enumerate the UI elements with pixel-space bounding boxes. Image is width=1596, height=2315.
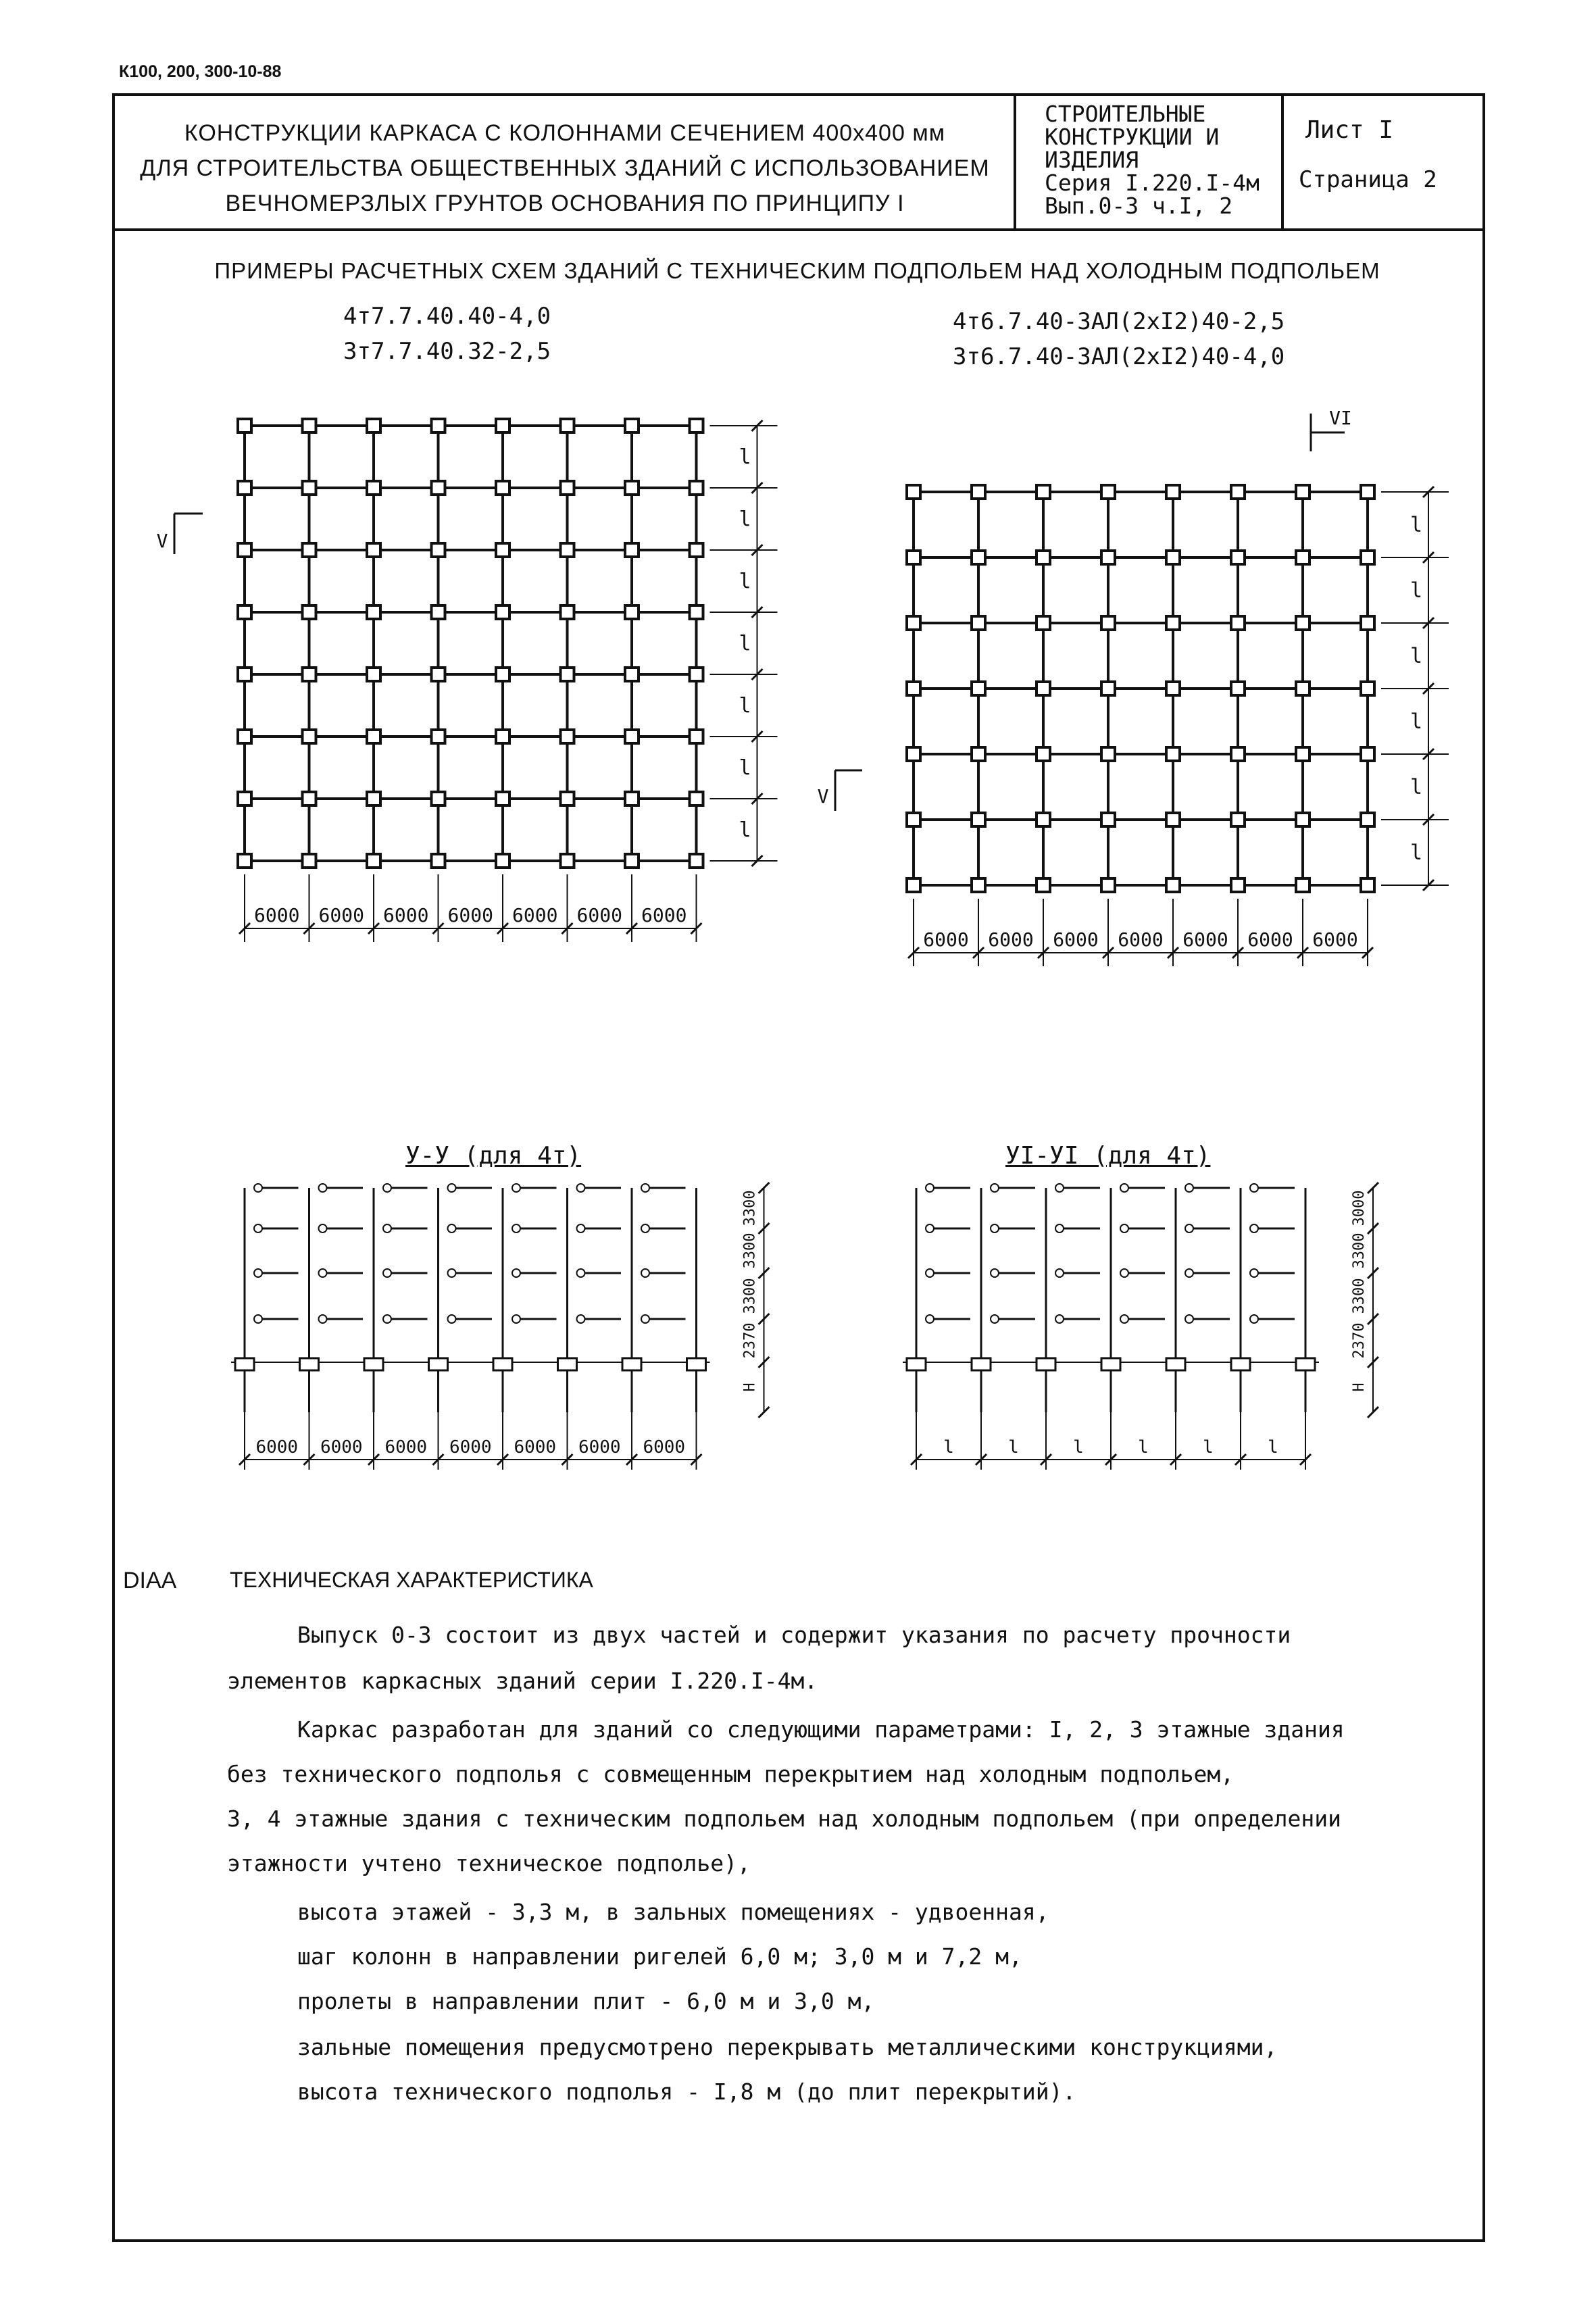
left-plan-column — [561, 481, 574, 495]
section-right-joint — [1120, 1315, 1128, 1323]
series-line-4: Серия I.220.I-4м — [1045, 170, 1260, 196]
document-code: К100, 200, 300-10-88 — [119, 62, 282, 81]
right-plan-column — [972, 485, 985, 499]
right-plan-column — [1166, 878, 1180, 892]
right-plan-row-dim-label: l — [1410, 775, 1423, 799]
right-plan-column — [907, 878, 920, 892]
left-plan-column — [303, 792, 316, 805]
right-plan-column — [1166, 485, 1180, 499]
section-left-joint — [641, 1269, 649, 1277]
section-left-joint — [254, 1269, 262, 1277]
paragraph-line-10: зальные помещения предусмотрено перекрывать металлическими конструкциями, — [297, 2034, 1278, 2060]
section-right-joint — [991, 1315, 999, 1323]
right-plan-column — [1231, 747, 1245, 761]
right-plan-column — [972, 813, 985, 826]
section-left-joint — [577, 1315, 585, 1323]
right-plan-cut-mark: V — [817, 785, 829, 807]
paragraph-line-4: без технического подполья с совмещенным перекрытием над холодным подпольем, — [227, 1761, 1235, 1787]
right-plan-column — [1101, 878, 1115, 892]
section-left-joint — [319, 1269, 327, 1277]
left-plan-column — [625, 481, 639, 495]
right-plan-column — [1037, 747, 1050, 761]
section-left-span-label: 6000 — [643, 1437, 686, 1458]
header-title-line-2: ДЛЯ СТРОИТЕЛЬСТВА ОБЩЕСТВЕННЫХ ЗДАНИЙ С ИСПОЛЬЗОВАНИЕМ — [140, 155, 990, 181]
section-left-footing — [429, 1358, 448, 1370]
section-left-joint — [512, 1269, 520, 1277]
right-plan-row-dim-label: l — [1410, 710, 1423, 734]
left-plan-span-label: 6000 — [383, 904, 429, 926]
section-right-footing — [1296, 1358, 1315, 1370]
right-plan-column — [1296, 485, 1310, 499]
section-left-footing — [235, 1358, 254, 1370]
left-plan-column — [432, 419, 445, 432]
left-plan-column — [238, 605, 251, 619]
section-left-joint — [641, 1184, 649, 1192]
right-plan-column — [907, 551, 920, 564]
right-plan-row-dim-label: l — [1410, 644, 1423, 668]
section-left-joint — [512, 1184, 520, 1192]
section-left-height-label: 2370 — [741, 1322, 759, 1359]
right-plan-column — [1101, 616, 1115, 630]
left-plan-row-dim-label: l — [739, 818, 751, 842]
section-left-height-label: 3300 — [741, 1233, 759, 1269]
paragraph-line-9: пролеты в направлении плит - 6,0 м и 3,0 м, — [297, 1988, 875, 2014]
left-plan-column — [367, 854, 380, 868]
left-plan-column — [432, 792, 445, 805]
right-plan-column — [1101, 813, 1115, 826]
left-plan-column — [690, 730, 703, 743]
left-plan-column — [625, 605, 639, 619]
left-plan-column — [496, 730, 509, 743]
left-plan-row-dim-label: l — [739, 632, 751, 655]
right-plan-column — [1296, 878, 1310, 892]
right-plan-column — [1296, 682, 1310, 695]
left-plan-row-dim-label: l — [739, 694, 751, 718]
right-plan-column — [1166, 813, 1180, 826]
left-plan-row-dim-label: l — [739, 507, 751, 531]
left-plan-column — [561, 419, 574, 432]
section-left-joint — [641, 1224, 649, 1233]
right-plan-span-label: 6000 — [1247, 928, 1293, 951]
right-plan-column — [1037, 616, 1050, 630]
left-plan-column — [367, 792, 380, 805]
right-plan-column — [1037, 682, 1050, 695]
section-left-joint — [319, 1315, 327, 1323]
left-plan-column — [690, 605, 703, 619]
section-left-span-label: 6000 — [384, 1437, 428, 1458]
left-plan-cut-mark: V — [156, 530, 168, 552]
paragraph-line-3: Каркас разработан для зданий со следующими параметрами: I, 2, 3 этажные здания — [297, 1716, 1345, 1743]
right-plan-column — [972, 682, 985, 695]
section-left-span-label: 6000 — [514, 1437, 557, 1458]
paragraph-line-11: высота технического подполья - I,8 м (до плит перекрытий). — [297, 2078, 1076, 2105]
right-plan-column — [1361, 551, 1374, 564]
section-left-joint — [383, 1184, 391, 1192]
section-right-footing — [1166, 1358, 1185, 1370]
left-plan-column — [625, 419, 639, 432]
left-plan-column — [690, 668, 703, 681]
section-right-span-label: l — [1008, 1437, 1019, 1458]
section-left-span-label: 6000 — [320, 1437, 363, 1458]
left-plan-column — [496, 792, 509, 805]
left-plan-column — [238, 730, 251, 743]
section-left-joint — [577, 1269, 585, 1277]
section-right-joint — [991, 1269, 999, 1277]
section-left-footing — [300, 1358, 319, 1370]
right-plan-column — [1166, 551, 1180, 564]
section-right-joint — [926, 1269, 934, 1277]
series-line-5: Вып.0-3 ч.I, 2 — [1045, 193, 1233, 219]
section-right-joint — [1250, 1184, 1258, 1192]
right-plan-column — [1037, 813, 1050, 826]
right-plan-column — [1101, 682, 1115, 695]
left-plan-row-dim-label: l — [739, 445, 751, 469]
right-plan-column — [907, 616, 920, 630]
section-right-footing — [1101, 1358, 1120, 1370]
left-plan-column — [625, 730, 639, 743]
section-right-joint — [991, 1184, 999, 1192]
right-plan-column — [1166, 747, 1180, 761]
right-plan-column — [1296, 747, 1310, 761]
section-right-span-label: l — [1203, 1437, 1214, 1458]
left-plan-column — [432, 543, 445, 557]
right-plan-span-label: 6000 — [988, 928, 1034, 951]
left-plan-column — [303, 543, 316, 557]
right-plan-row-dim-label: l — [1410, 841, 1423, 865]
section-left-joint — [448, 1269, 456, 1277]
section-left-span-label: 6000 — [449, 1437, 492, 1458]
section-right-joint — [1250, 1315, 1258, 1323]
left-plan-column — [496, 605, 509, 619]
left-plan-span-label: 6000 — [318, 904, 364, 926]
left-plan-column — [432, 668, 445, 681]
right-plan-column — [1101, 551, 1115, 564]
left-plan-column — [561, 730, 574, 743]
right-plan-column — [1296, 616, 1310, 630]
left-plan-span-label: 6000 — [641, 904, 687, 926]
right-plan-column — [972, 878, 985, 892]
section-left-joint — [319, 1224, 327, 1233]
right-plan-column — [972, 551, 985, 564]
right-plan-column — [907, 485, 920, 499]
left-plan-column — [690, 854, 703, 868]
section-right-height-label: 3000 — [1351, 1190, 1368, 1226]
left-plan-column — [496, 481, 509, 495]
left-plan-column — [238, 854, 251, 868]
left-plan-column — [690, 419, 703, 432]
section-right-joint — [926, 1315, 934, 1323]
section-left-joint — [448, 1315, 456, 1323]
left-plan-column — [367, 668, 380, 681]
header-title-line-1: КОНСТРУКЦИИ КАРКАСА С КОЛОННАМИ СЕЧЕНИЕМ 400х400 мм — [184, 120, 946, 146]
left-plan-column — [238, 668, 251, 681]
section-left-span-label: 6000 — [578, 1437, 621, 1458]
right-plan-column — [1231, 813, 1245, 826]
section-right-span-label: l — [1268, 1437, 1278, 1458]
left-plan-column — [432, 605, 445, 619]
left-plan-row-dim-label: l — [739, 756, 751, 780]
left-plan-span-label: 6000 — [576, 904, 622, 926]
section-left-joint — [254, 1184, 262, 1192]
left-mark-1: 4т7.7.40.40-4,0 — [343, 303, 551, 330]
paragraph-line-7: высота этажей - 3,3 м, в зальных помещениях - удвоенная, — [297, 1899, 1049, 1925]
left-plan-column — [303, 730, 316, 743]
left-plan-column — [561, 792, 574, 805]
right-plan-column — [907, 747, 920, 761]
section-left-joint — [383, 1224, 391, 1233]
section-right-joint — [1185, 1269, 1193, 1277]
right-plan-column — [1231, 878, 1245, 892]
left-plan-column — [432, 730, 445, 743]
section-left-span-label: 6000 — [255, 1437, 299, 1458]
left-plan-column — [625, 668, 639, 681]
paragraph-line-8: шаг колонн в направлении ригелей 6,0 м; 3,0 м и 7,2 м, — [297, 1943, 1022, 1970]
section-right-height-label: 3300 — [1351, 1233, 1368, 1269]
right-plan-column — [1037, 551, 1050, 564]
section-left-joint — [577, 1224, 585, 1233]
characteristics-title: ТЕХНИЧЕСКАЯ ХАРАКТЕРИСТИКА — [230, 1568, 593, 1592]
section-left-height-label: 3300 — [741, 1278, 759, 1314]
section-right-footing — [907, 1358, 926, 1370]
section-right-joint — [1055, 1224, 1064, 1233]
left-plan-column — [303, 419, 316, 432]
right-plan-span-label: 6000 — [923, 928, 969, 951]
right-plan-column — [1231, 682, 1245, 695]
left-plan-column — [367, 419, 380, 432]
section-right-title: УI-УI (для 4т) — [1005, 1142, 1211, 1170]
section-left-footing — [558, 1358, 577, 1370]
left-plan-column — [496, 668, 509, 681]
section-right-joint — [1185, 1315, 1193, 1323]
section-left-joint — [254, 1315, 262, 1323]
section-right-joint — [1185, 1184, 1193, 1192]
right-plan-column — [1361, 682, 1374, 695]
section-left-joint — [254, 1224, 262, 1233]
section-left-joint — [641, 1315, 649, 1323]
left-plan-column — [303, 481, 316, 495]
series-line-1: СТРОИТЕЛЬНЫЕ — [1045, 101, 1206, 127]
paragraph-line-5: 3, 4 этажные здания с техническим подпольем над холодным подпольем (при определении — [227, 1806, 1342, 1832]
right-plan-span-label: 6000 — [1118, 928, 1164, 951]
left-plan-column — [238, 543, 251, 557]
left-plan-column — [238, 481, 251, 495]
right-plan-column — [1231, 485, 1245, 499]
right-mark-2: 3т6.7.40-3АЛ(2хI2)40-4,0 — [953, 343, 1285, 370]
section-right-joint — [1055, 1184, 1064, 1192]
right-plan-row-dim-label: l — [1410, 578, 1423, 603]
left-plan-column — [625, 543, 639, 557]
section-left-joint — [512, 1315, 520, 1323]
section-right-joint — [1120, 1224, 1128, 1233]
left-plan-column — [367, 605, 380, 619]
section-left-joint — [577, 1184, 585, 1192]
section-left-footing — [622, 1358, 641, 1370]
right-plan-span-label: 6000 — [1182, 928, 1228, 951]
left-plan-column — [496, 854, 509, 868]
right-plan-column — [972, 747, 985, 761]
section-right-joint — [926, 1184, 934, 1192]
left-plan-column — [303, 854, 316, 868]
right-plan-column — [1037, 878, 1050, 892]
left-plan-span-label: 6000 — [254, 904, 300, 926]
section-left-joint — [319, 1184, 327, 1192]
section-right-height-label: H — [1351, 1383, 1368, 1392]
series-line-3: ИЗДЕЛИЯ — [1045, 147, 1139, 173]
left-plan-column — [303, 605, 316, 619]
section-left-footing — [364, 1358, 383, 1370]
left-plan-column — [367, 543, 380, 557]
left-plan-column — [496, 419, 509, 432]
right-plan-column — [1101, 747, 1115, 761]
right-mark-1: 4т6.7.40-3АЛ(2хI2)40-2,5 — [953, 308, 1285, 335]
right-plan-row-dim-label: l — [1410, 513, 1423, 537]
section-right-joint — [926, 1224, 934, 1233]
paragraph-line-1: Выпуск 0-3 состоит из двух частей и содержит указания по расчету прочности — [297, 1622, 1291, 1648]
section-right-footing — [1037, 1358, 1055, 1370]
right-plan-column — [907, 682, 920, 695]
section-left-footing — [493, 1358, 512, 1370]
left-plan-column — [238, 792, 251, 805]
left-plan-column — [367, 730, 380, 743]
left-plan-column — [238, 419, 251, 432]
section-right-span-label: l — [943, 1437, 954, 1458]
right-plan-column — [1361, 485, 1374, 499]
sheet-number: Лист I — [1305, 116, 1394, 144]
characteristics-code: DIAA — [123, 1568, 177, 1593]
left-plan-column — [625, 792, 639, 805]
right-plan-column — [1361, 616, 1374, 630]
drawing-title: ПРИМЕРЫ РАСЧЕТНЫХ СХЕМ ЗДАНИЙ С ТЕХНИЧЕСКИМ ПОДПОЛЬЕМ НАД ХОЛОДНЫМ ПОДПОЛЬЕМ — [214, 258, 1380, 283]
paragraph-line-2: элементов каркасных зданий серии I.220.I-4м. — [227, 1668, 818, 1694]
right-plan-cut-mark-top: VI — [1329, 407, 1352, 429]
header-title-line-3: ВЕЧНОМЕРЗЛЫХ ГРУНТОВ ОСНОВАНИЯ ПО ПРИНЦИПУ I — [225, 191, 905, 216]
left-plan-column — [561, 605, 574, 619]
left-plan-column — [690, 792, 703, 805]
section-left-joint — [383, 1269, 391, 1277]
section-right-joint — [1120, 1184, 1128, 1192]
right-plan-column — [907, 813, 920, 826]
left-plan-row-dim-label: l — [739, 570, 751, 593]
section-left-footing — [687, 1358, 706, 1370]
section-left-joint — [512, 1224, 520, 1233]
section-left-joint — [383, 1315, 391, 1323]
right-plan-span-label: 6000 — [1053, 928, 1099, 951]
right-plan-column — [1296, 551, 1310, 564]
right-plan-column — [1037, 485, 1050, 499]
right-plan-column — [1361, 878, 1374, 892]
right-plan-span-label: 6000 — [1312, 928, 1358, 951]
section-right-joint — [1055, 1269, 1064, 1277]
section-right-height-label: 2370 — [1351, 1322, 1368, 1359]
section-left-joint — [448, 1184, 456, 1192]
right-plan-column — [1166, 682, 1180, 695]
left-plan-column — [496, 543, 509, 557]
left-plan-column — [690, 481, 703, 495]
right-plan-column — [1296, 813, 1310, 826]
left-plan-column — [561, 543, 574, 557]
right-plan-column — [1361, 747, 1374, 761]
left-plan-column — [561, 854, 574, 868]
section-right-span-label: l — [1073, 1437, 1084, 1458]
left-plan-column — [432, 854, 445, 868]
section-right-joint — [1120, 1269, 1128, 1277]
section-right-joint — [991, 1224, 999, 1233]
left-plan-column — [432, 481, 445, 495]
section-right-joint — [1055, 1315, 1064, 1323]
left-plan-column — [367, 481, 380, 495]
left-plan-span-label: 6000 — [512, 904, 558, 926]
section-right-footing — [1231, 1358, 1250, 1370]
section-right-joint — [1250, 1269, 1258, 1277]
right-plan-column — [1101, 485, 1115, 499]
right-plan-column — [972, 616, 985, 630]
section-left-title: У-У (для 4т) — [405, 1142, 582, 1170]
section-right-joint — [1250, 1224, 1258, 1233]
right-plan-column — [1231, 551, 1245, 564]
left-mark-2: 3т7.7.40.32-2,5 — [343, 338, 551, 365]
right-plan-column — [1231, 616, 1245, 630]
left-plan-column — [625, 854, 639, 868]
section-right-footing — [972, 1358, 991, 1370]
section-left-joint — [448, 1224, 456, 1233]
left-plan-column — [690, 543, 703, 557]
right-plan-column — [1166, 616, 1180, 630]
section-left-height-label: H — [741, 1383, 759, 1392]
page-number: Страница 2 — [1299, 166, 1437, 193]
right-plan-column — [1361, 813, 1374, 826]
series-line-2: КОНСТРУКЦИИ И — [1045, 124, 1220, 150]
left-plan-column — [303, 668, 316, 681]
paragraph-line-6: этажности учтено техническое подполье), — [227, 1850, 751, 1876]
section-right-joint — [1185, 1224, 1193, 1233]
section-right-span-label: l — [1138, 1437, 1149, 1458]
section-left-height-label: 3300 — [741, 1190, 759, 1226]
left-plan-column — [561, 668, 574, 681]
section-right-height-label: 3300 — [1351, 1278, 1368, 1314]
left-plan-span-label: 6000 — [447, 904, 493, 926]
